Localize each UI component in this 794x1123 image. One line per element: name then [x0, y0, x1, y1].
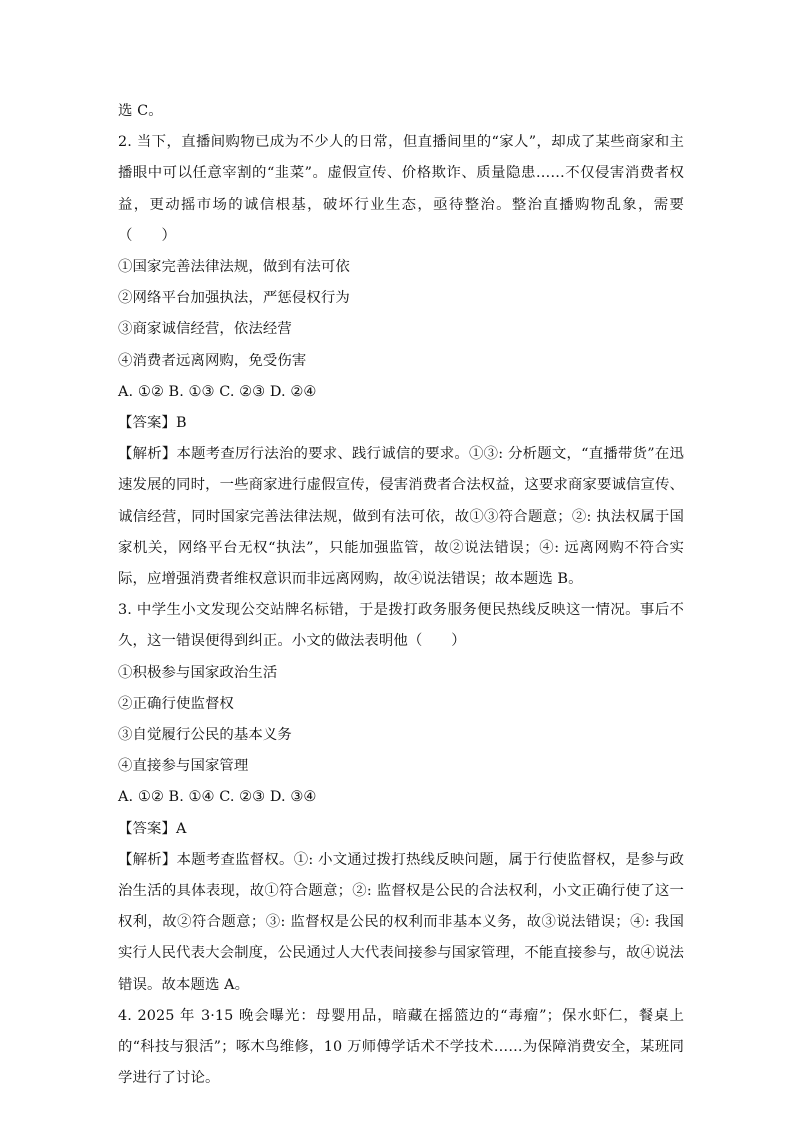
question-2-stem: 2. 当下，直播间购物已成为不少人的日常，但直播间里的“家人”，却成了某些商家和主播眼中可以任意宰割的“韭菜”。虚假宣传、价格欺诈、质量隐患……不仅侵害消费者权益，更动摇市场的诚信根基，破坏行业生态，亟待整治。整治直播购物乱象，需要（ ）	[118, 134, 684, 244]
question-3-option-3: ③自觉履行公民的基本义务	[118, 727, 292, 744]
question-3-option-1: ①积极参与国家政治生活	[118, 664, 278, 681]
question-3-option-2: ②正确行使监督权	[118, 695, 234, 712]
question-2-option-2: ②网络平台加强执法，严惩侵权行为	[118, 290, 350, 307]
question-3-option-4: ④直接参与国家管理	[118, 758, 249, 775]
question-2-option-4: ④消费者远离网购，免受伤害	[118, 352, 307, 369]
question-2-option-3: ③商家诚信经营，依法经营	[118, 321, 292, 338]
question-2-answer: 【答案】B	[118, 415, 187, 432]
question-3-choices: A. ①② B. ①④ C. ②③ D. ③④	[118, 789, 317, 806]
question-3-analysis: 【解析】本题考查监督权。①: 小文通过拨打热线反映问题，属于行使监督权，是参与政治生活的具体表现，故①符合题意；②: 监督权是公民的合法权利，小文正确行使了这一权利，故②符合题意；③: 监督权是公民的权利而非基本义务，故③说法错误；④: 我国实行人民代表大会制度，公民通过人大代表间接参与国家管理，不能直接参与，故④说法错误。故本题选 A。	[118, 851, 684, 993]
question-2-analysis: 【解析】本题考查厉行法治的要求、践行诚信的要求。①③: 分析题文，“直播带货”在迅速发展的同时，一些商家进行虚假宣传，侵害消费者合法权益，这要求商家要诚信宣传、诚信经营，同时国家完善法律法规，做到有法可依，故①③符合题意；②: 执法权属于国家机关，网络平台无权“执法”，只能加强监管，故②说法错误；④: 远离网购不符合实际，应增强消费者维权意识而非远离网购，故④说法错误；故本题选 B。	[118, 446, 684, 588]
q1-answer-tail: 选 C。	[118, 103, 163, 119]
question-3-answer: 【答案】A	[118, 820, 187, 837]
question-4-stem: 4. 2025 年 3·15 晚会曝光：母婴用品，暗藏在摇篮边的“毒瘤”；保水虾仁，餐桌上的“科技与狠活”；啄木鸟维修，10 万师傅学话术不学技术……为保障消费安全，某班同学进行了讨论。	[118, 1007, 684, 1087]
document-page	[118, 96, 684, 1095]
question-2-option-1: ①国家完善法律法规，做到有法可依	[118, 259, 350, 276]
question-2-choices: A. ①② B. ①③ C. ②③ D. ②④	[118, 383, 317, 400]
question-3-stem: 3. 中学生小文发现公交站牌名标错，于是拨打政务服务便民热线反映这一情况。事后不久，这一错误便得到纠正。小文的做法表明他（ ）	[118, 602, 684, 650]
